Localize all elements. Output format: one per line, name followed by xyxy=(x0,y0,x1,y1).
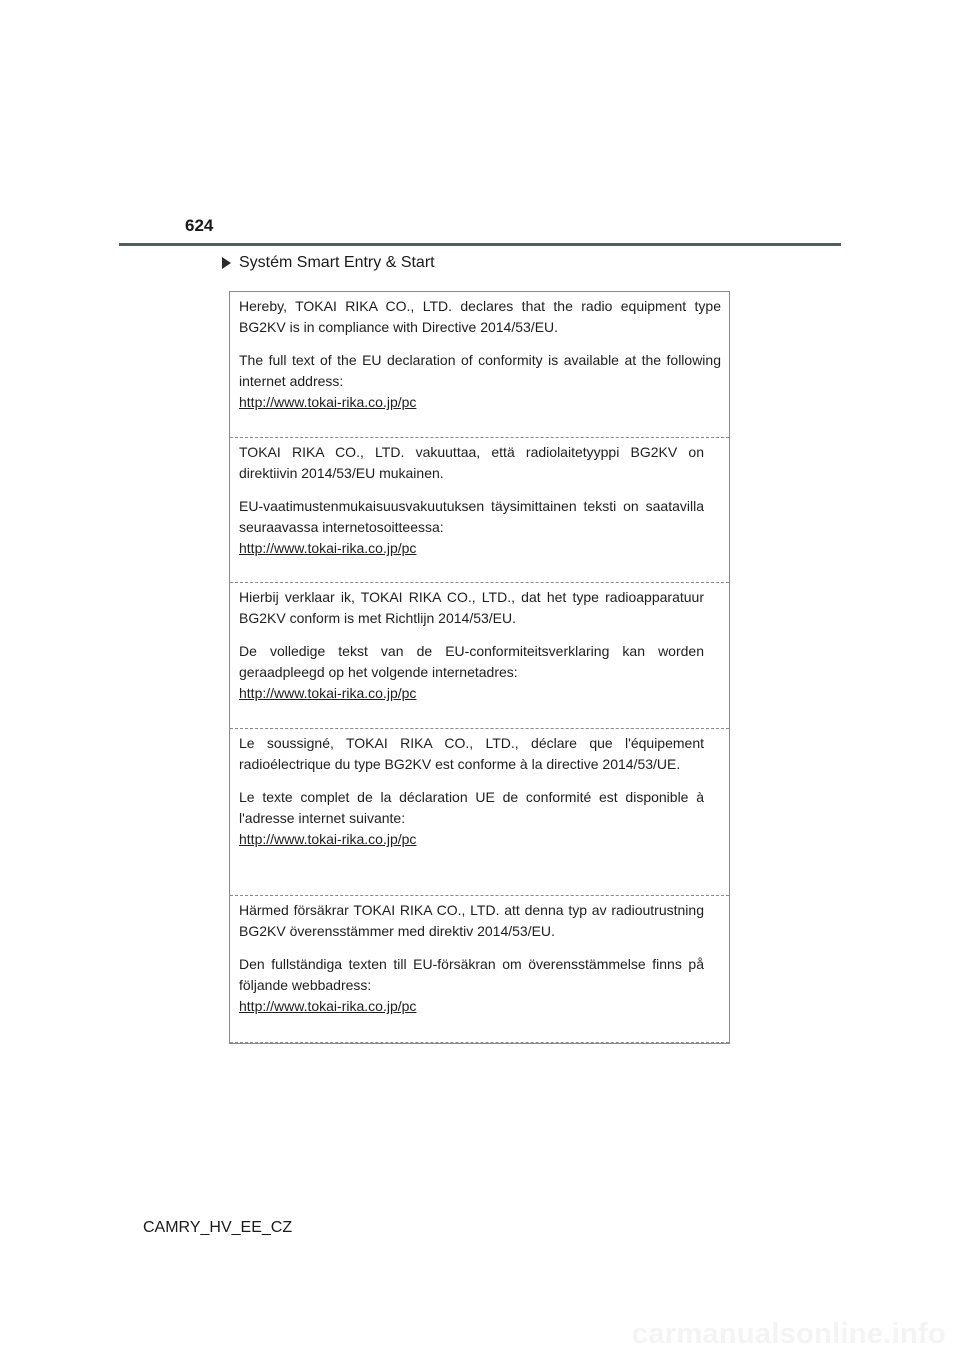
declaration-availability: The full text of the EU declaration of conformity is available at the following internet address: xyxy=(239,352,721,389)
declaration-availability: EU-vaatimustenmukaisuusvakuutuksen täysimittainen teksti on saatavilla seuraavassa internetosoitteessa: xyxy=(239,498,704,535)
declaration-block-english xyxy=(230,292,729,438)
declaration-statement: TOKAI RIKA CO., LTD. vakuuttaa, että radiolaitetyyppi BG2KV on direktiivin 2014/53/EU mukainen. xyxy=(239,444,704,481)
declaration-block-dutch xyxy=(230,583,729,729)
section-heading xyxy=(222,254,435,272)
declaration-statement: Hierbij verklaar ik, TOKAI RIKA CO., LTD., dat het type radioapparatuur BG2KV conform is met Richtlijn 2014/53/EU. xyxy=(239,589,704,626)
declaration-block-french xyxy=(230,729,729,896)
watermark: carmanualsonline.info xyxy=(631,1318,946,1350)
header-rule xyxy=(119,243,841,246)
declaration-box xyxy=(229,291,730,1044)
section-heading-label: Systém Smart Entry & Start xyxy=(239,254,435,271)
declaration-block-swedish xyxy=(230,896,729,1043)
declaration-link[interactable]: http://www.tokai-rika.co.jp/pc xyxy=(239,540,417,556)
declaration-link[interactable]: http://www.tokai-rika.co.jp/pc xyxy=(239,394,417,410)
declaration-block-finnish xyxy=(230,438,729,583)
declaration-statement: Le soussigné, TOKAI RIKA CO., LTD., déclare que l'équipement radioélectrique du type BG2KV est conforme à la directive 2014/53/UE. xyxy=(239,735,704,772)
document-code: CAMRY_HV_EE_CZ xyxy=(143,1219,293,1236)
page-number: 624 xyxy=(185,216,214,235)
declaration-availability: Le texte complet de la déclaration UE de conformité est disponible à l'adresse internet suivante: xyxy=(239,789,704,826)
declaration-link[interactable]: http://www.tokai-rika.co.jp/pc xyxy=(239,998,417,1014)
declaration-link[interactable]: http://www.tokai-rika.co.jp/pc xyxy=(239,685,417,701)
declaration-availability: De volledige tekst van de EU-conformiteitsverklaring kan worden geraadpleegd op het volgende internetadres: xyxy=(239,643,704,680)
declaration-availability: Den fullständiga texten till EU-försäkran om överensstämmelse finns på följande webbadress: xyxy=(239,956,704,993)
declaration-statement: Härmed försäkrar TOKAI RIKA CO., LTD. att denna typ av radioutrustning BG2KV överensstämmer med direktiv 2014/53/EU. xyxy=(239,902,704,939)
declaration-statement: Hereby, TOKAI RIKA CO., LTD. declares that the radio equipment type BG2KV is in compliance with Directive 2014/53/EU. xyxy=(239,298,721,335)
declaration-link[interactable]: http://www.tokai-rika.co.jp/pc xyxy=(239,831,417,847)
triangle-bullet-icon xyxy=(222,257,231,269)
